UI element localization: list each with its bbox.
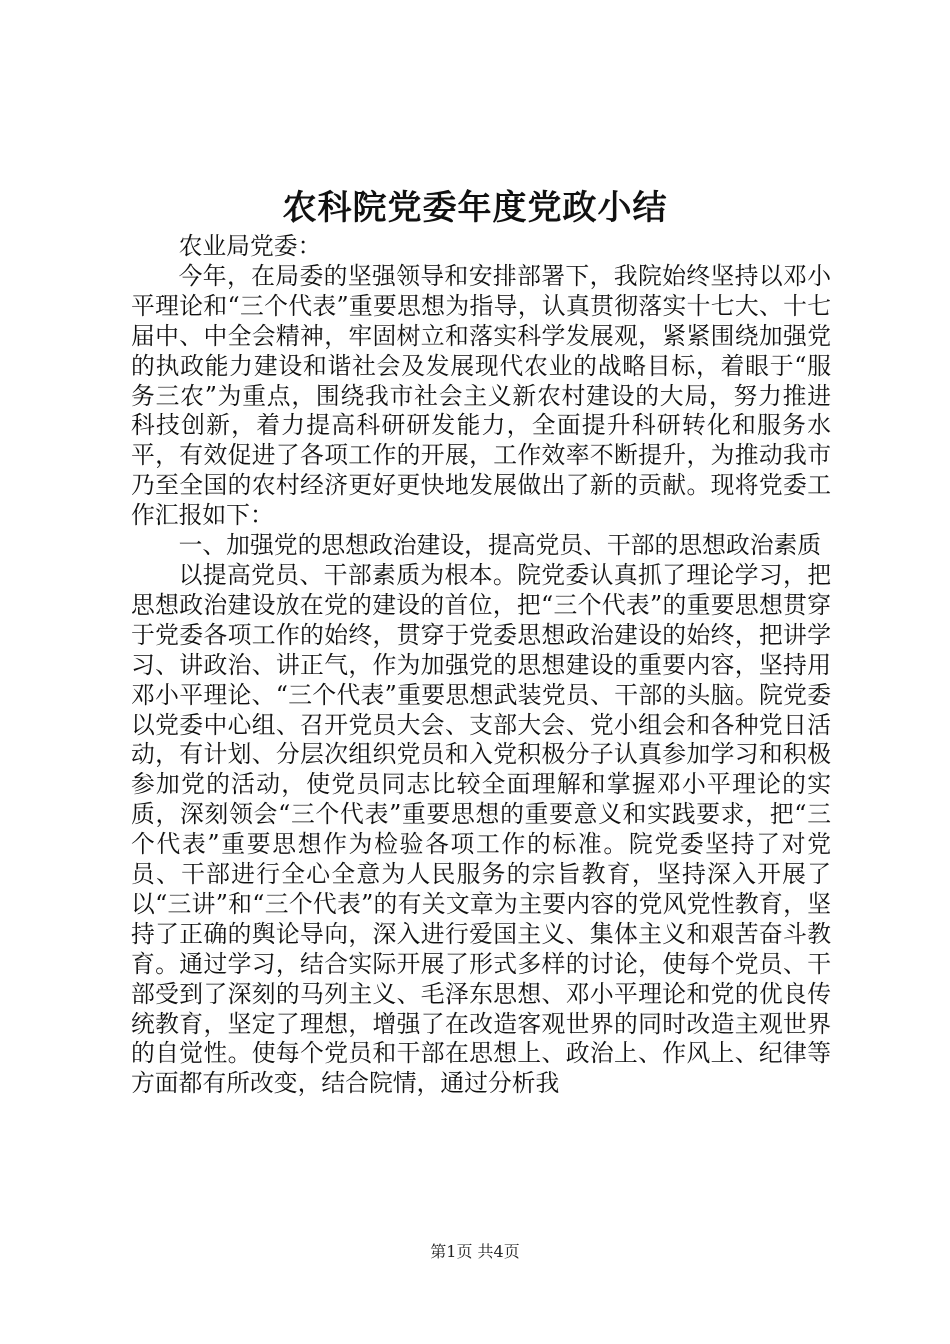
paragraph-intro: 今年，在局委的坚强领导和安排部署下，我院始终坚持以邓小平理论和“三个代表”重要思想为指导，认真贯彻落实十七大、十七届中、中全会精神，牢固树立和落实科学发展观，紧紧围绕加强党的执政能力建设和谐社会及发展现代农业的战略目标，着眼于“服务三农”为重点，围绕我市社会主义新农村建设的大局，努力推进科技创新，着力提高科研研发能力，全面提升科研转化和服务水平，有效促进了各项工作的开展，工作效率不断提升，为推动我市乃至全国的农村经济更好更快地发展做出了新的贡献。现将党委工作汇报如下： [131,261,831,530]
section-heading-1: 一、加强党的思想政治建设，提高党员、干部的思想政治素质 [178,531,822,560]
page-footer: 第1页 共4页 [430,1242,520,1261]
paragraph-section-1: 以提高党员、干部素质为根本。院党委认真抓了理论学习，把思想政治建设放在党的建设的首位，把“三个代表”的重要思想贯穿于党委各项工作的始终，贯穿于党委思想政治建设的始终，把讲学习、讲政治、讲正气，作为加强党的思想建设的重要内容，坚持用邓小平理论、“三个代表”重要思想武装党员、干部的头脑。院党委以党委中心组、召开党员大会、支部大会、党小组会和各种党日活动，有计划、分层次组织党员和入党积极分子认真参加学习和积极参加党的活动，使党员同志比较全面理解和掌握邓小平理论的实质，深刻领会“三个代表”重要思想的重要意义和实践要求，把“三个代表”重要思想作为检验各项工作的标准。院党委坚持了对党员、干部进行全心全意为人民服务的宗旨教育，坚持深入开展了以“三讲”和“三个代表”的有关文章为主要内容的党风党性教育，坚持了正确的舆论导向，深入进行爱国主义、集体主义和艰苦奋斗教育。通过学习，结合实际开展了形式多样的讨论，使每个党员、干部受到了深刻的马列主义、毛泽东思想、邓小平理论和党的优良传统教育，坚定了理想，增强了在改造客观世界的同时改造主观世界的自觉性。使每个党员和干部在思想上、政治上、作风上、纪律等方面都有所改变，结合院情，通过分析我 [131,560,831,1098]
document-body [131,232,831,1099]
salutation: 农业局党委： [178,232,322,260]
document-title: 农科院党委年度党政小结 [282,188,668,228]
